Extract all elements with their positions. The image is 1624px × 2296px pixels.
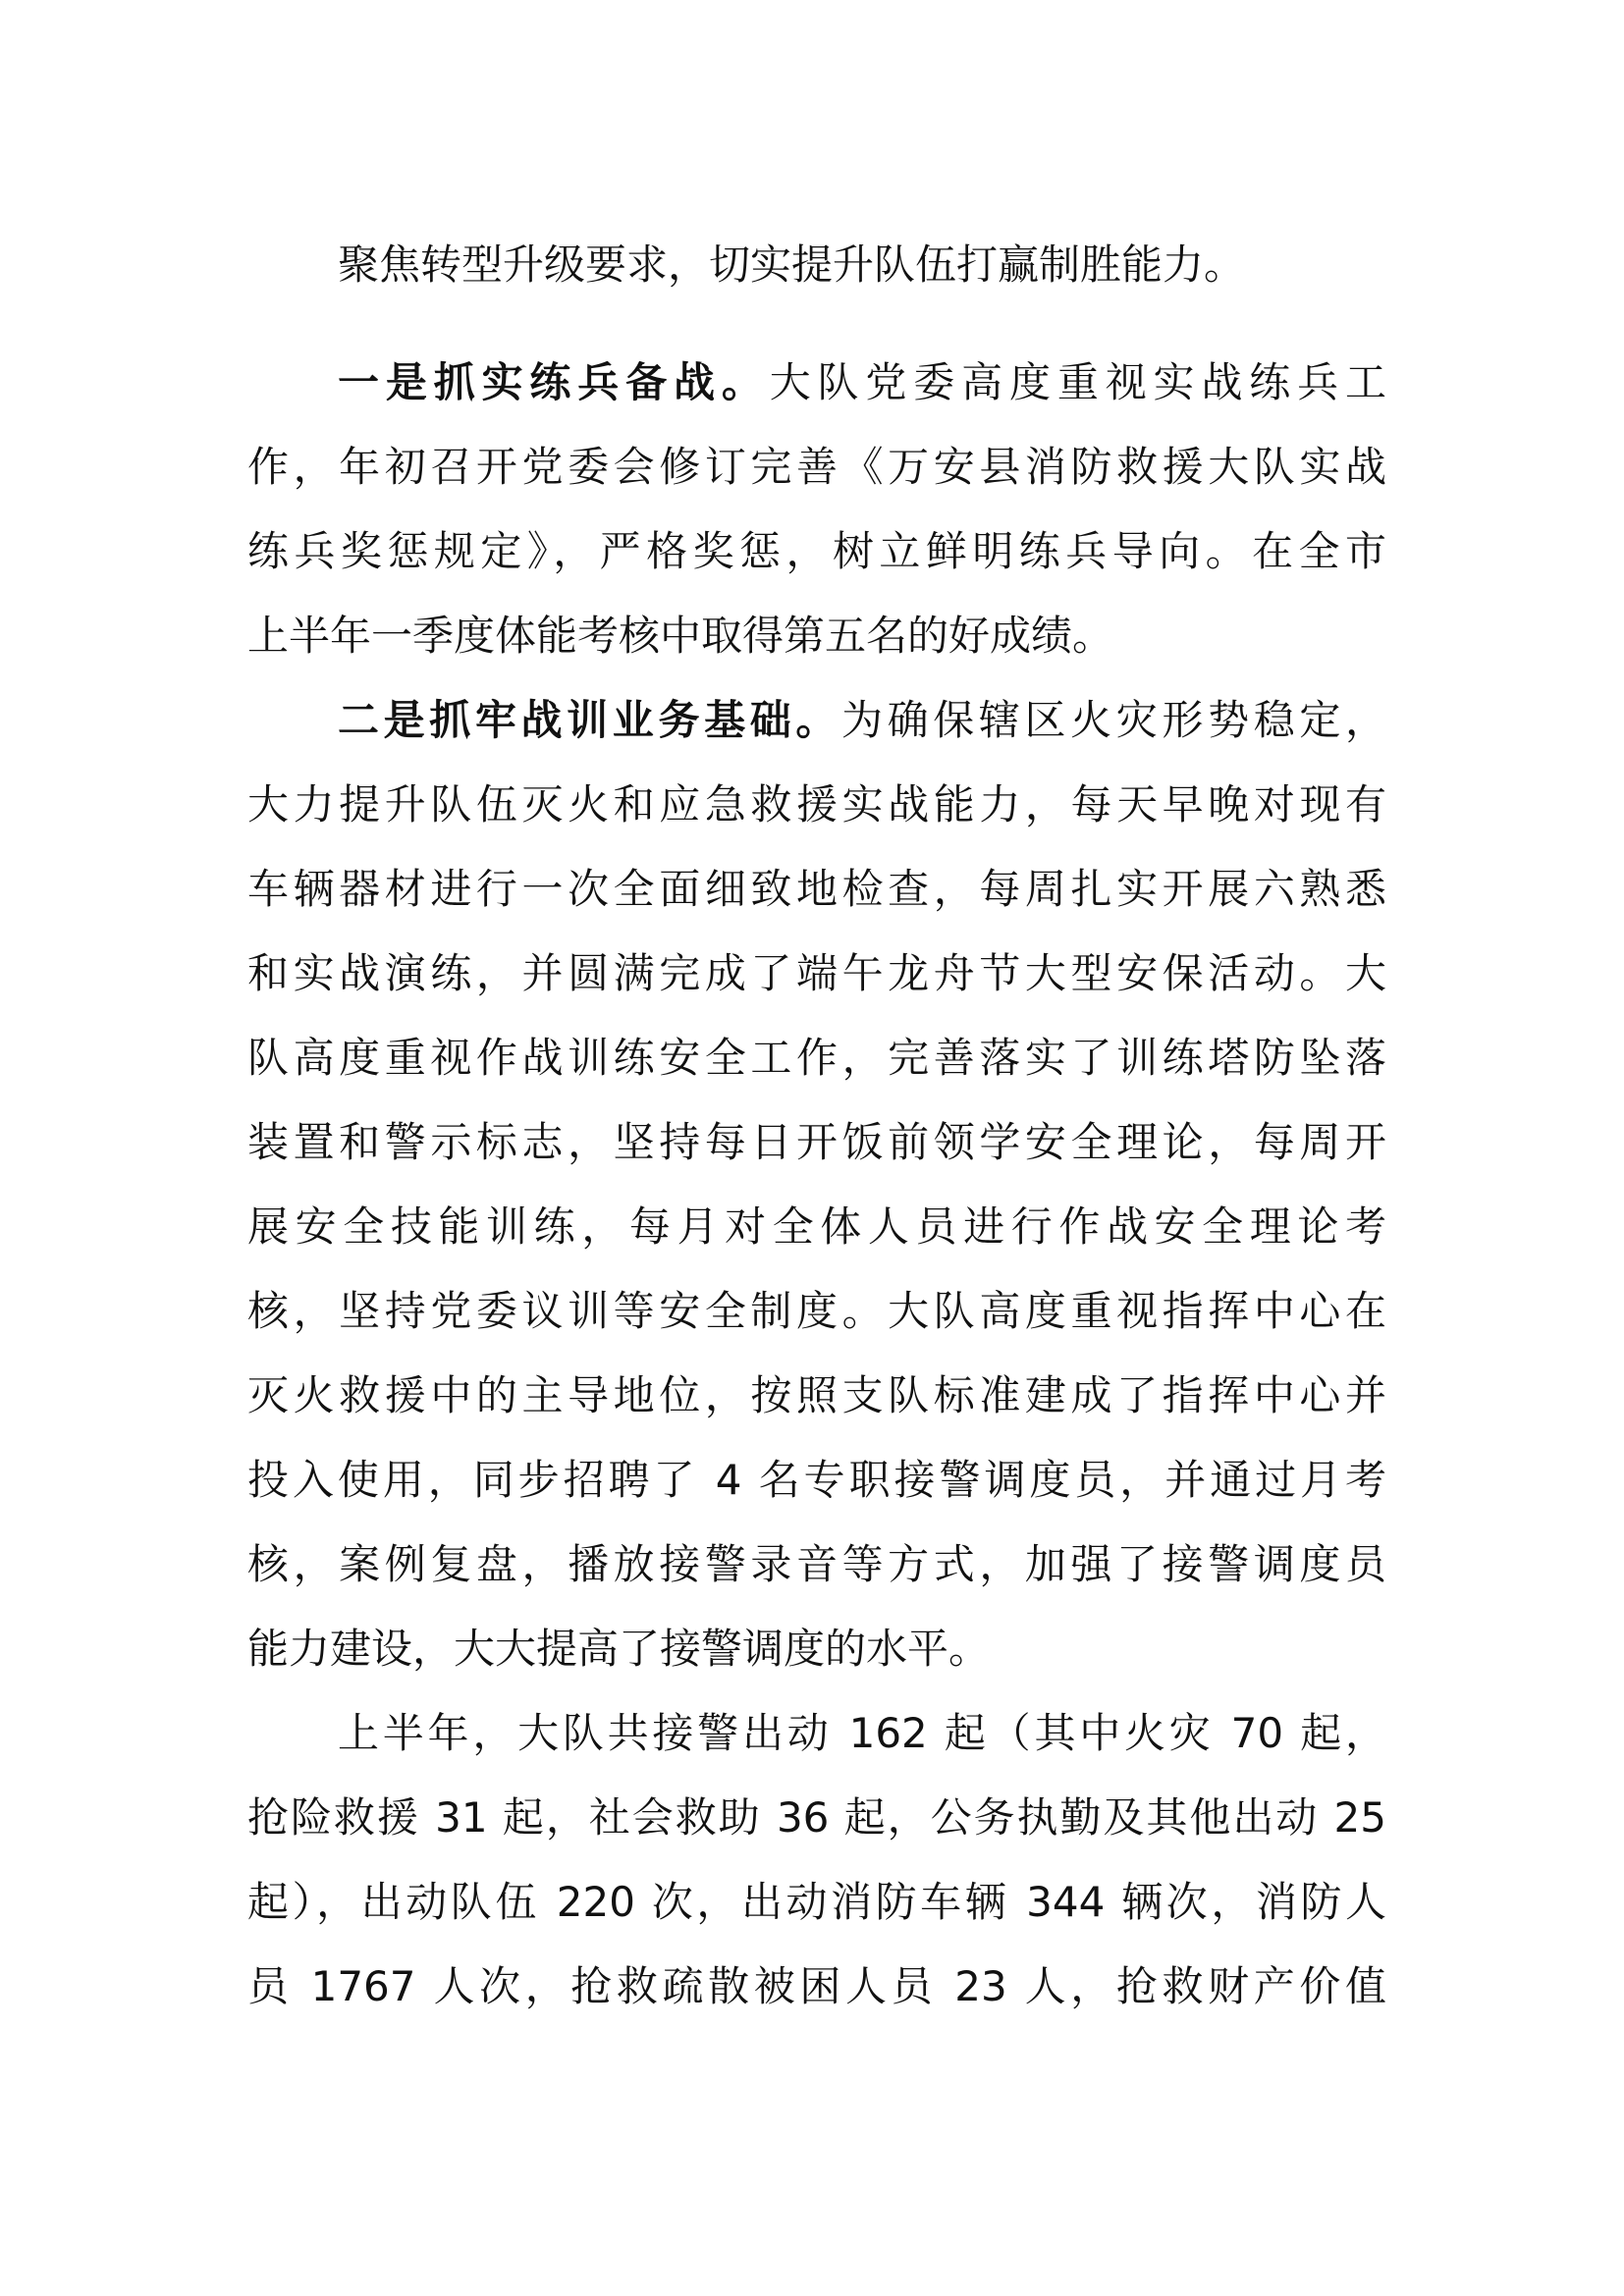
paragraph-line: 能力建设，大大提高了接警调度的水平。 <box>247 1625 991 1673</box>
paragraph-line: 核，案例复盘，播放接警录音等方式，加强了接警调度员 <box>247 1540 1386 1588</box>
paragraph-line: 车辆器材进行一次全面细致地检查，每周扎实开展六熟悉 <box>247 865 1386 913</box>
paragraph-line <box>338 353 1386 412</box>
paragraph-line: 起），出动队伍 220 次，出动消防车辆 344 辆次，消防人 <box>247 1878 1386 1926</box>
paragraph-line: 大力提升队伍灭火和应急救援实战能力，每天早晚对现有 <box>247 780 1386 828</box>
paragraph-line: 练兵奖惩规定》，严格奖惩，树立鲜明练兵导向。在全市 <box>247 527 1386 575</box>
paragraph-lead: 一是抓实练兵备战。 <box>338 358 770 406</box>
paragraph-line: 队高度重视作战训练安全工作，完善落实了训练塔防坠落 <box>247 1034 1386 1082</box>
paragraph-line: 灭火救援中的主导地位，按照支队标准建成了指挥中心并 <box>247 1371 1386 1419</box>
paragraph-line: 和实战演练，并圆满完成了端午龙舟节大型安保活动。大 <box>247 949 1386 997</box>
paragraph-line: 投入使用，同步招聘了 4 名专职接警调度员，并通过月考 <box>247 1456 1386 1504</box>
paragraph-line: 装置和警示标志，坚持每日开饭前领学安全理论，每周开 <box>247 1118 1386 1166</box>
paragraph-line: 员 1767 人次，抢救疏散被困人员 23 人，抢救财产价值 <box>247 1962 1386 2010</box>
paragraph-line: 抢险救援 31 起，社会救助 36 起，公务执勤及其他出动 25 <box>247 1793 1386 1842</box>
paragraph-line: 展安全技能训练，每月对全体人员进行作战安全理论考 <box>247 1202 1386 1251</box>
paragraph-line <box>338 691 1386 750</box>
paragraph-line: 上半年一季度体能考核中取得第五名的好成绩。 <box>247 612 1114 660</box>
paragraph-line: 上半年，大队共接警出动 162 起（其中火灾 70 起， <box>338 1709 1386 1757</box>
paragraph-text: 大队党委高度重视实战练兵工 <box>769 358 1386 406</box>
section-heading: 聚焦转型升级要求，切实提升队伍打赢制胜能力。 <box>338 240 1246 289</box>
paragraph-lead: 二是抓牢战训业务基础。 <box>338 696 841 744</box>
paragraph-line: 作，年初召开党委会修订完善《万安县消防救援大队实战 <box>247 443 1386 491</box>
paragraph-line: 核，坚持党委议训等安全制度。大队高度重视指挥中心在 <box>247 1287 1386 1335</box>
paragraph-text: 为确保辖区火灾形势稳定， <box>841 696 1386 744</box>
